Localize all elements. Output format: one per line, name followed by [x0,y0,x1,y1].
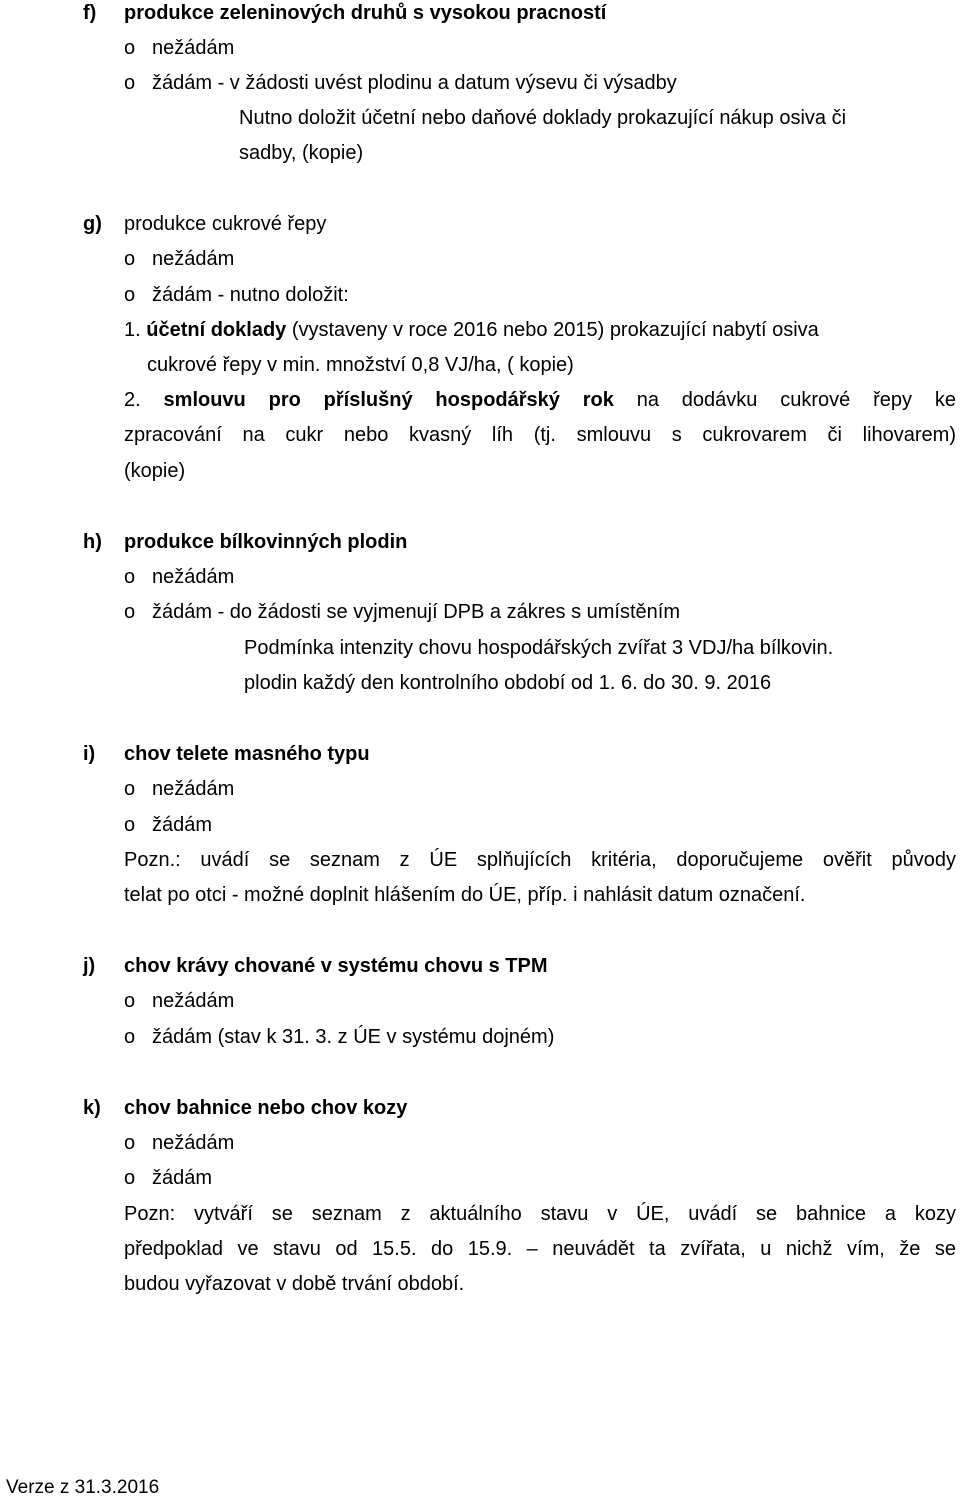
item-bold-text: smlouvu pro příslušný hospodářský rok [163,389,614,411]
section-j-option-no[interactable] [124,988,234,1014]
section-i-option-no[interactable] [124,776,234,802]
option-label: žádám [152,814,213,836]
section-g-item-1 [124,317,819,343]
option-label: žádám [152,1167,213,1189]
option-label: nežádám [152,778,235,800]
section-h-option-no[interactable] [124,564,234,590]
section-k-letter: k) [83,1097,101,1119]
section-g-item-2 [124,387,956,413]
section-k-heading: chov bahnice nebo chov kozy [124,1097,408,1119]
section-i-letter: i) [83,743,96,765]
checkbox-icon[interactable]: o [124,1167,136,1189]
section-i-note-line-1: Pozn.: uvádí se seznam z ÚE splňujících kritéria, doporučujeme ověřit původy [124,849,956,871]
checkbox-icon[interactable]: o [124,72,136,94]
item-text: na dodávku cukrové řepy ke [636,389,956,411]
section-j-option-yes[interactable] [124,1024,554,1050]
option-label: žádám (stav k 31. 3. z ÚE v systému dojném) [152,1026,555,1048]
section-g-option-yes[interactable] [124,282,349,308]
option-label: nežádám [152,248,235,270]
section-h-option-yes[interactable] [124,599,680,625]
section-i-option-yes[interactable] [124,812,212,838]
checkbox-icon[interactable]: o [124,1132,136,1154]
checkbox-icon[interactable]: o [124,814,136,836]
checkbox-icon[interactable]: o [124,990,136,1012]
option-label: žádám - do žádosti se vyjmenují DPB a zákres s umístěním [152,601,680,623]
section-f-letter: f) [83,2,97,24]
section-k-note-line-2: předpoklad ve stavu od 15.5. do 15.9. – neuvádět ta zvířata, u nichž vím, že se [124,1238,956,1260]
section-h-note-line-2: plodin každý den kontrolního období od 1. 6. do 30. 9. 2016 [244,672,772,694]
item-bold-text: účetní doklady [146,319,287,341]
option-label: nežádám [152,37,235,59]
section-i-heading: chov telete masného typu [124,743,370,765]
item-number: 1. [124,319,141,341]
checkbox-icon[interactable]: o [124,37,136,59]
option-label: žádám - nutno doložit: [152,284,349,306]
checkbox-icon[interactable]: o [124,601,136,623]
checkbox-icon[interactable]: o [124,778,136,800]
checkbox-icon[interactable]: o [124,248,136,270]
section-h-heading: produkce bílkovinných plodin [124,531,408,553]
checkbox-icon[interactable]: o [124,566,136,588]
section-k-option-yes[interactable] [124,1165,212,1191]
section-h-note-line-1: Podmínka intenzity chovu hospodářských zvířat 3 VDJ/ha bílkovin. [244,637,834,659]
section-f-option-no[interactable] [124,35,234,61]
option-label: žádám - v žádosti uvést plodinu a datum výsevu či výsadby [152,72,677,94]
section-k-option-no[interactable] [124,1130,234,1156]
section-g-item-2-line-2: zpracování na cukr nebo kvasný líh (tj. smlouvu s cukrovarem či lihovarem) [124,424,956,446]
version-footer: Verze z 31.3.2016 [6,1477,160,1498]
section-h-letter: h) [83,531,102,553]
section-f-heading: produkce zeleninových druhů s vysokou pracností [124,2,607,24]
option-label: nežádám [152,1132,235,1154]
section-k-note-line-3: budou vyřazovat v době trvání období. [124,1273,465,1295]
item-number: 2. [124,389,141,411]
section-g-heading: produkce cukrové řepy [124,213,327,235]
section-j-letter: j) [83,955,96,977]
section-f-option-yes[interactable] [124,70,677,96]
section-f-note-line-2: sadby, (kopie) [239,142,364,164]
option-label: nežádám [152,566,235,588]
section-j-heading: chov krávy chované v systému chovu s TPM [124,955,548,977]
section-g-item-2-line-3: (kopie) [124,460,186,482]
section-i-note-line-2: telat po otci - možné doplnit hlášením do ÚE, příp. i nahlásit datum označení. [124,884,806,906]
section-g-letter: g) [83,213,102,235]
checkbox-icon[interactable]: o [124,1026,136,1048]
section-k-note-line-1: Pozn: vytváří se seznam z aktuálního stavu v ÚE, uvádí se bahnice a kozy [124,1203,956,1225]
item-text: (vystaveny v roce 2016 nebo 2015) prokazující nabytí osiva [291,319,819,341]
section-g-option-no[interactable] [124,246,234,272]
option-label: nežádám [152,990,235,1012]
section-f-note-line-1: Nutno doložit účetní nebo daňové doklady prokazující nákup osiva či [239,107,847,129]
checkbox-icon[interactable]: o [124,284,136,306]
section-g-item-1-line-2: cukrové řepy v min. množství 0,8 VJ/ha, ( kopie) [147,354,574,376]
